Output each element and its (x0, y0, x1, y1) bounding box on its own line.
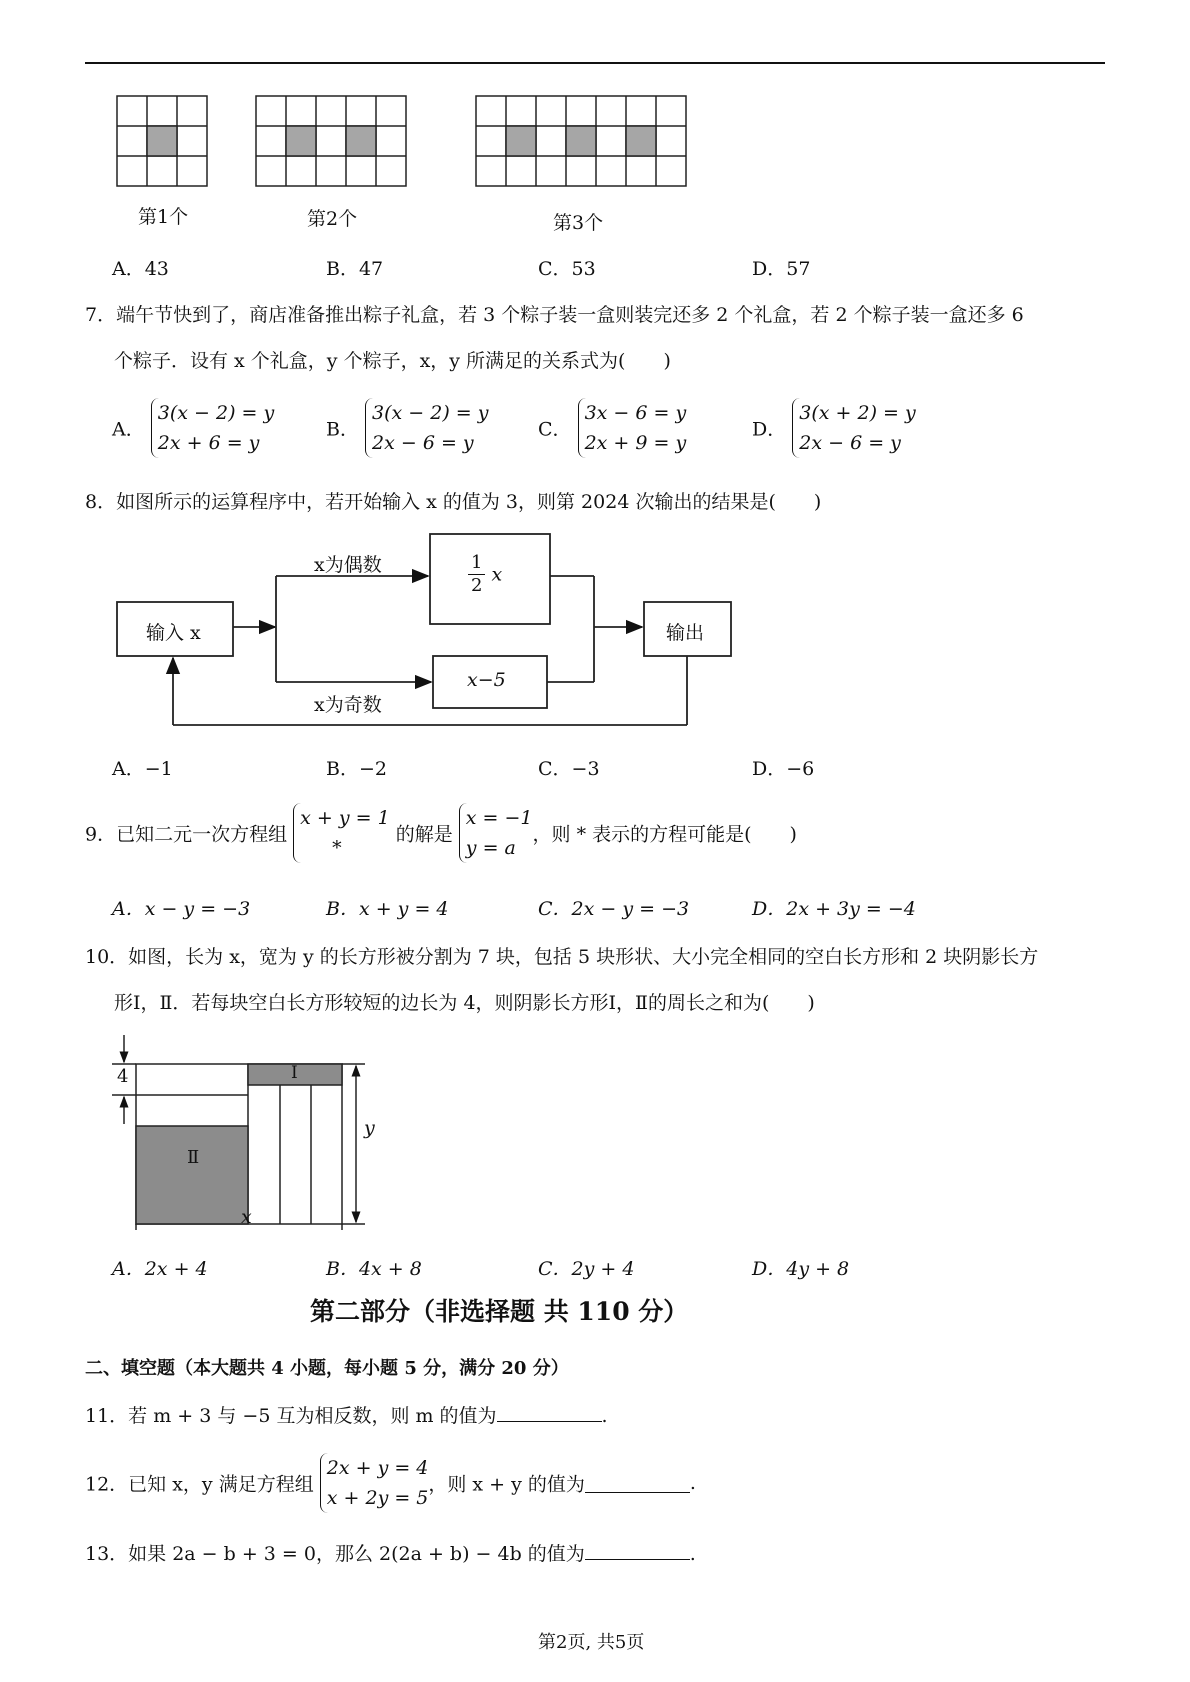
page-footer: 第2页, 共5页 (538, 1632, 645, 1653)
q8-option-a[interactable]: A．−1 (112, 758, 173, 780)
q9-option-b[interactable]: B．x + y = 4 (326, 898, 449, 920)
q13-answer-blank[interactable] (585, 1541, 690, 1560)
q13-text: 13．如果 2a − b + 3 = 0，那么 2(2a + b) − 4b 的值为 . (85, 1543, 696, 1565)
q11-answer-blank[interactable] (497, 1403, 602, 1422)
q12-text: 12．已知 x，y 满足方程组 2x + y = 4 x + 2y = 5，则 x + y 的值为 . (85, 1453, 696, 1513)
q6-option-a[interactable]: A．43 (112, 258, 169, 280)
figure-1-label: 第1个 (138, 206, 189, 228)
q6-option-d[interactable]: D．57 (752, 258, 811, 280)
q8-option-c[interactable]: C．−3 (538, 758, 600, 780)
flow-input-label: 输入 x (146, 622, 201, 644)
q10-option-c[interactable]: C．2y + 4 (538, 1258, 635, 1280)
figure-2 (256, 96, 406, 186)
q6-option-c[interactable]: C．53 (538, 258, 596, 280)
q12-answer-blank[interactable] (585, 1474, 690, 1493)
q7-option-b[interactable]: B． 3(x − 2) = y 2x − 6 = y (326, 398, 488, 458)
q10-label-x: x (241, 1206, 252, 1228)
q8-stem: 8．如图所示的运算程序中，若开始输入 x 的值为 3，则第 2024 次输出的结果是( ) (85, 491, 822, 513)
q10-line2: 形Ⅰ，Ⅱ．若每块空白长方形较短的边长为 4，则阴影长方形Ⅰ，Ⅱ的周长之和为( ) (114, 992, 815, 1014)
part2-title: 第二部分（非选择题 共 110 分） (310, 1297, 689, 1326)
q7-option-c[interactable]: C． 3x − 6 = y 2x + 9 = y (538, 398, 686, 458)
figure-3-label: 第3个 (553, 212, 604, 234)
q8-option-d[interactable]: D．−6 (752, 758, 815, 780)
q10-label-I: Ⅰ (291, 1063, 298, 1083)
q9-option-d[interactable]: D．2x + 3y = −4 (752, 898, 916, 920)
q11-text: 11．若 m + 3 与 −5 互为相反数，则 m 的值为 . (85, 1405, 608, 1427)
q10-option-d[interactable]: D．4y + 8 (752, 1258, 850, 1280)
q9-stem: 9．已知二元一次方程组 x + y = 1 * 的解是 x = −1 y = a，则 * 表示的方程可能是( ) (85, 803, 797, 863)
figure-3 (476, 96, 686, 186)
q10-label-II: Ⅱ (187, 1147, 200, 1168)
flow-output-label: 输出 (666, 622, 705, 644)
flow-minus-expr: x−5 (467, 669, 506, 691)
q10-line1: 10．如图，长为 x，宽为 y 的长方形被分割为 7 块，包括 5 块形状、大小完全相同的空白长方形和 2 块阴影长方 (85, 946, 1039, 968)
q7-line1: 7．端午节快到了，商店准备推出粽子礼盒，若 3 个粽子装一盒则装完还多 2 个礼盒，若 2 个粽子装一盒还多 6 (85, 304, 1024, 326)
q10-figure (0, 1030, 420, 1230)
q8-option-b[interactable]: B．−2 (326, 758, 387, 780)
q10-option-a[interactable]: A．2x + 4 (112, 1258, 208, 1280)
q9-option-c[interactable]: C．2x − y = −3 (538, 898, 690, 920)
section2-title: 二、填空题（本大题共 4 小题，每小题 5 分，满分 20 分） (85, 1358, 569, 1379)
q7-option-d[interactable]: D． 3(x + 2) = y 2x − 6 = y (752, 398, 916, 458)
q10-label-4: 4 (117, 1066, 129, 1087)
q7-line2: 个粽子．设有 x 个礼盒，y 个粽子，x，y 所满足的关系式为( ) (114, 350, 671, 372)
flow-even-label: x为偶数 (314, 554, 382, 576)
q7-option-a[interactable]: A． 3(x − 2) = y 2x + 6 = y (112, 398, 274, 458)
flow-half-expr: $\frac{1}{2}$ x (468, 552, 502, 597)
figure-2-label: 第2个 (307, 208, 358, 230)
flow-odd-label: x为奇数 (314, 694, 382, 716)
q10-label-y: y (364, 1117, 375, 1139)
q6-option-b[interactable]: B．47 (326, 258, 384, 280)
figure-1 (117, 96, 207, 186)
q10-option-b[interactable]: B．4x + 8 (326, 1258, 422, 1280)
q9-option-a[interactable]: A．x − y = −3 (112, 898, 251, 920)
